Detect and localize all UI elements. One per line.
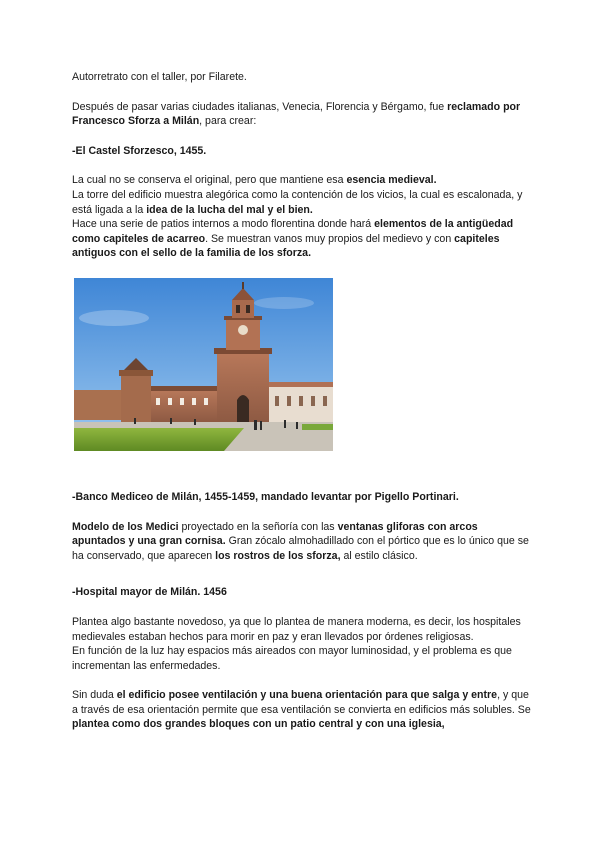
intro-paragraph: Después de pasar varias ciudades italianas, Venecia, Florencia y Bérgamo, fue reclamado por Francesco Sforza a Milán, para crear: bbox=[72, 100, 521, 128]
heading-hospital-mayor: -Hospital mayor de Milán. 1456 bbox=[72, 586, 227, 599]
banco-paragraph: Modelo de los Medici proyectado en la señoría con las ventanas gliforas con arcos apuntados y una gran cornisa. Gran zócalo almohadillado con el pórtico que es lo único que se ha conservado, que aparecen los rostros de los sforza, al estilo clásico. bbox=[72, 520, 529, 562]
caption-text: Autorretrato con el taller, por Filarete. bbox=[72, 71, 247, 83]
hospital-paragraph-1: Plantea algo bastante novedoso, ya que lo plantea de manera moderna, es decir, los hospitales medievales estaban hechos para morir en paz y eran llevados por órdenes religiosas. bbox=[72, 615, 521, 643]
castel-paragraph: La cual no se conserva el original, pero que mantiene esa esencia medieval. La torre del edificio muestra alegórica como la contención de los vicios, la cual es escalonada, y está ligada a la idea de la lucha del mal y el bien. Hace una serie de patios internos a modo florentina donde hará elementos de la antigüedad como capiteles de acarreo. Se muestran vanos muy propios del medievo y con capiteles antiguos con el sello de la familia de los sforza. bbox=[72, 174, 523, 260]
hospital-paragraph-3: Sin duda el edificio posee ventilación y una buena orientación para que salga y entre, y que a través de esa orientación permite que esa ventilación se convierta en edificios más solubles. Se plantea como dos grandes bloques con un patio central y con una iglesia, bbox=[72, 689, 531, 731]
castle-image-graphic bbox=[74, 278, 333, 451]
hospital-paragraph-2: En función de la luz hay espacios más aireados con mayor luminosidad, y el problema es que incrementan las enfermedades. bbox=[72, 645, 512, 672]
heading-banco-mediceo: -Banco Mediceo de Milán, 1455-1459, mandado levantar por Pigello Portinari. bbox=[72, 490, 459, 503]
heading-castel-sforzesco: -El Castel Sforzesco, 1455. bbox=[72, 144, 207, 157]
castel-sforzesco-photo bbox=[74, 278, 333, 451]
